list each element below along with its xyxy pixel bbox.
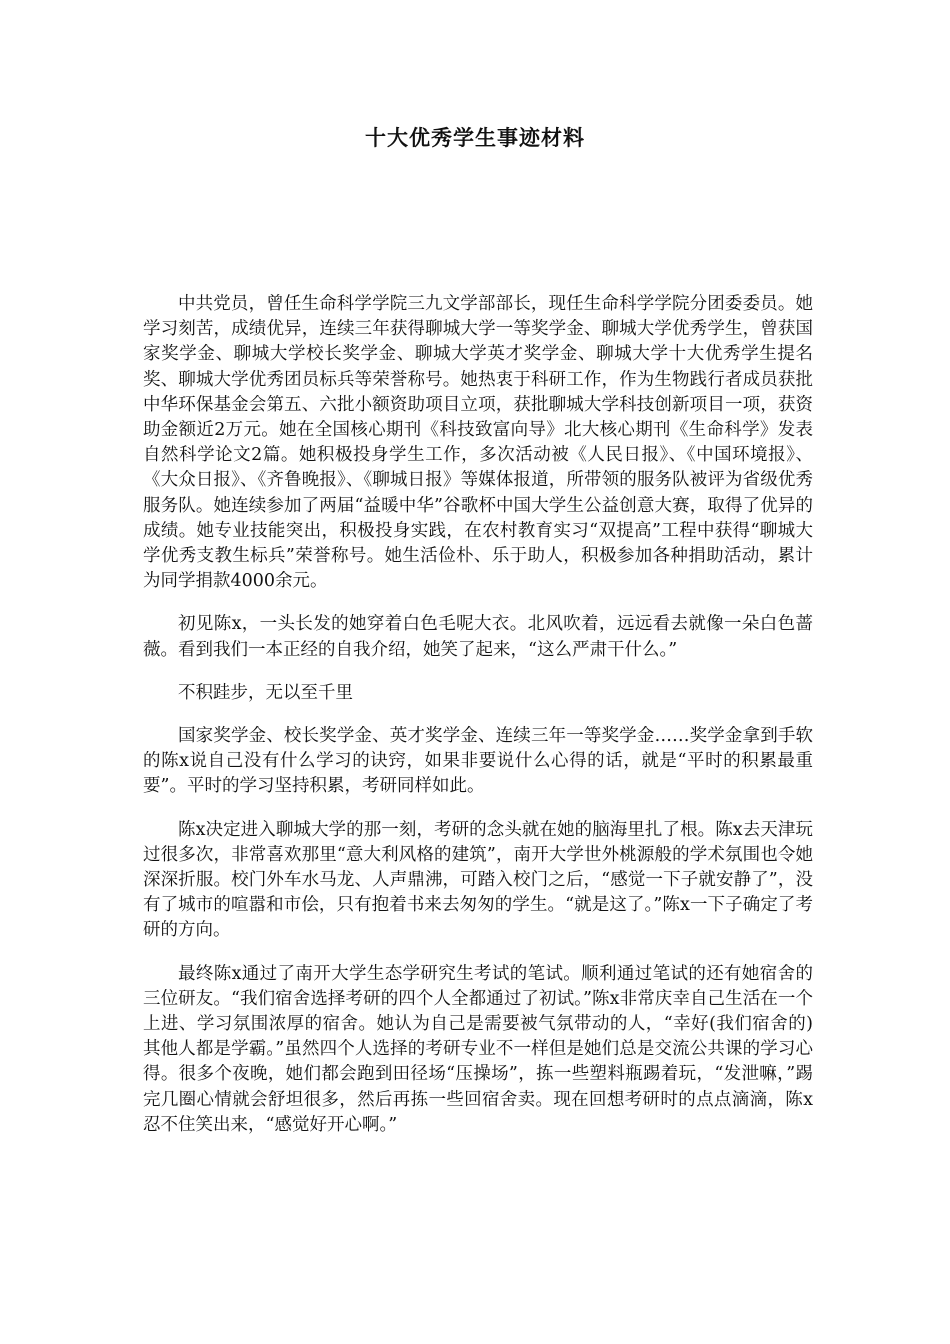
paragraph-exam-result: 最终陈x通过了南开大学生态学研究生考试的笔试。顺利通过笔试的还有她宿舍的三位研友。“我们宿舍选择考研的四个人全都通过了初试。”陈x非常庆幸自己生活在一个上进、学习氛围浓厚的宿舍。她认为自己是需要被气氛带动的人，“幸好(我们宿舍的)其他人都是学霸。”虽然四个人选择的考研专业不一样但是她们总是交流公共课的学习心得。很多个夜晚，她们都会跑到田径场“压操场”，拣一些塑料瓶踢着玩，“发泄嘛，”踢完几圈心情就会舒坦很多，然后再拣一些回宿舍卖。现在回想考研时的点点滴滴，陈x忍不住笑出来，“感觉好开心啊。” [143,963,813,1135]
paragraph-profile: 中共党员，曾任生命科学学院三九文学部部长，现任生命科学学院分团委委员。她学习刻苦，成绩优异，连续三年获得聊城大学一等奖学金、聊城大学优秀学生，曾获国家奖学金、聊城大学校长奖学金、聊城大学英才奖学金、聊城大学十大优秀学生提名奖、聊城大学优秀团员标兵等荣誉称号。她热衷于科研工作，作为生物践行者成员获批中华环保基金会第五、六批小额资助项目立项，获批聊城大学科技创新项目一项，获资助金额近2万元。她在全国核心期刊《科技致富向导》北大核心期刊《生命科学》发表自然科学论文2篇。她积极投身学生工作，多次活动被《人民日报》、《中国环境报》、《大众日报》、《齐鲁晚报》、《聊城日报》等媒体报道，所带领的服务队被评为省级优秀服务队。她连续参加了两届“益暖中华”谷歌杯中国大学生公益创意大赛，取得了优异的成绩。她专业技能突出，积极投身实践，在农村教育实习“双提高”工程中获得“聊城大学优秀支教生标兵”荣誉称号。她生活俭朴、乐于助人，积极参加各种捐助活动，累计为同学捐款4000余元。 [143,294,813,592]
section-heading: 不积跬步，无以至千里 [178,682,353,703]
document-body [143,292,813,1156]
paragraph-first-meeting: 初见陈x，一头长发的她穿着白色毛呢大衣。北风吹着，远远看去就像一朵白色蔷薇。看到我们一本正经的自我介绍，她笑了起来，“这么严肃干什么。” [143,614,813,660]
paragraph-scholarships: 国家奖学金、校长奖学金、英才奖学金、连续三年一等奖学金……奖学金拿到手软的陈x说自己没有什么学习的诀窍，如果非要说什么心得的话，就是“平时的积累最重要”。平时的学习坚持积累，考研同样如此。 [143,726,813,797]
paragraph-exam-decision: 陈x决定进入聊城大学的那一刻，考研的念头就在她的脑海里扎了根。陈x去天津玩过很多次，非常喜欢那里“意大利风格的建筑”，南开大学世外桃源般的学术氛围也令她深深折服。校门外车水马龙、人声鼎沸，可踏入校门之后，“感觉一下子就安静了”，没有了城市的喧嚣和市侩，只有抱着书来去匆匆的学生。“就是这了。”陈x一下子确定了考研的方向。 [143,819,813,941]
document-title: 十大优秀学生事迹材料 [365,125,585,150]
